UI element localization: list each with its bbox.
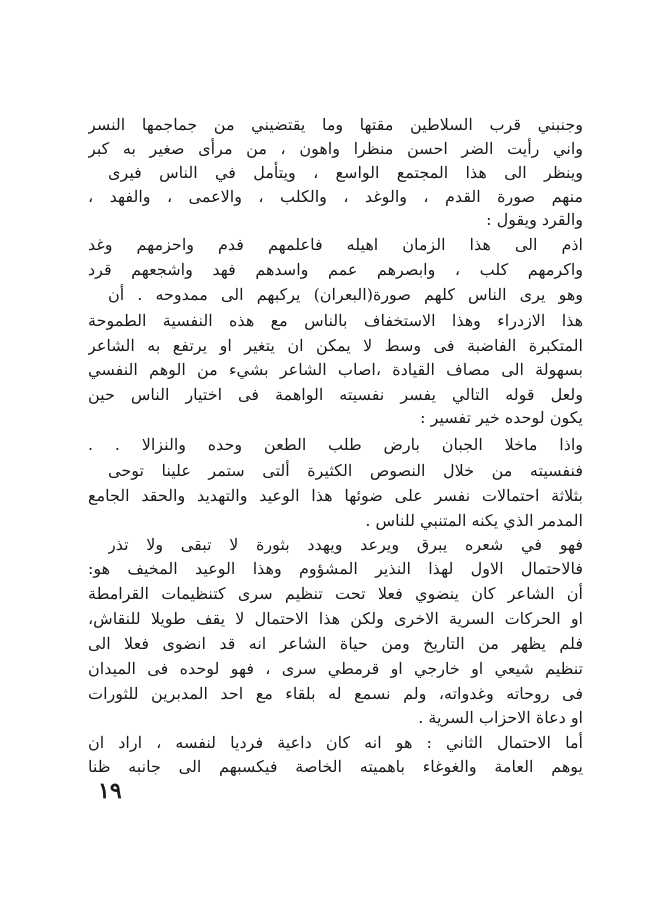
text-line: فنفسيته من خلال النصوص الكثيرة ألتى ستمر علينا توحى: [108, 461, 583, 480]
text-line: يوهم العامة والغوغاء باهميته الخاصة فيكسبهم الى جانبه ظنا: [88, 757, 583, 776]
text-line: بسهولة الى مصاف القيادة ،اصاب الشاعر بشيء من الوهم النفسي: [88, 360, 583, 379]
text-line: فلم يظهر من التاريخ ومن حياة الشاعر انه قد انضوى فعلا الى: [88, 634, 583, 653]
text-line: المدمر الذي يكنه المتنبي للناس .: [365, 511, 583, 530]
text-line: فهو في شعره يبرق ويرعد ويهدد بثورة لا تبقى ولا تذر: [108, 535, 583, 554]
text-line: منهم صورة القدم ، والوغد ، والكلب ، والاعمى ، والفهد ،: [88, 187, 583, 206]
text-line: بثلاثة احتمالات نفسر على ضوئها هذا الوعيد والتهديد والحقد الجامع: [88, 486, 583, 505]
text-line: او دعاة الاحزاب السرية .: [418, 708, 583, 727]
text-line: او الحركات السرية الاخرى ولكن هذا الاحتمال لا يقف طويلا للنقاش،: [88, 609, 583, 628]
text-line: واني رأيت الضر احسن منظرا واهون ، من مرأى صغير به كبر: [88, 139, 583, 158]
text-line: يكون لوحده خير تفسير :: [420, 408, 583, 427]
text-line: وهو يرى الناس كلهم صورة(البعران) يركبهم الى ممدوحه . أن: [108, 285, 583, 304]
text-line: أن الشاعر كان ينضوي فعلا تحت تنظيم سرى كتنظيمات القرامطة: [88, 584, 583, 603]
text-line: هذا الازدراء وهذا الاستخفاف بالناس مع هذه النفسية الطموحة: [88, 311, 583, 330]
text-line: والقرد ويقول :: [486, 210, 583, 229]
text-line: واكرمهم كلب ، وابصرهم عمم واسدهم فهد واشجعهم قرد: [88, 260, 583, 279]
text-line: تنظيم شيعي او خارجي او قرمطي سرى ، فهو لوحده فى الميدان: [88, 659, 583, 678]
text-line: أما الاحتمال الثاني : هو انه كان داعية فرديا لنفسه ، اراد ان: [88, 733, 583, 752]
text-line: المتكبرة الفاضبة فى وسط لا يمكن ان يتغير او يرتفع به الشاعر: [88, 336, 583, 355]
text-line: وينظر الى هذا المجتمع الواسع ، ويتأمل في الناس فيرى: [108, 163, 583, 182]
text-line: فى روحاته وغدواته، ولم نسمع له بلقاء مع احد المدبرين للثورات: [88, 684, 583, 703]
text-line: واذا ماخلا الجبان بارض طلب الطعن وحده والنزالا . .: [88, 435, 583, 454]
text-line: فالاحتمال الاول لهذا النذير المشؤوم وهذا الوعيد المخيف هو:: [88, 559, 583, 578]
text-line: ولعل قوله التالي يفسر نفسيته الواهمة فى اختيار الناس حين: [88, 385, 583, 404]
text-line: وجنبني قرب السلاطين مقتها وما يقتضيني من جماجمها النسر: [88, 115, 583, 134]
text-line: اذم الى هذا الزمان اهيله فاعلمهم فدم واحزمهم وغد: [88, 235, 583, 254]
page-number: ١٩: [98, 778, 122, 804]
